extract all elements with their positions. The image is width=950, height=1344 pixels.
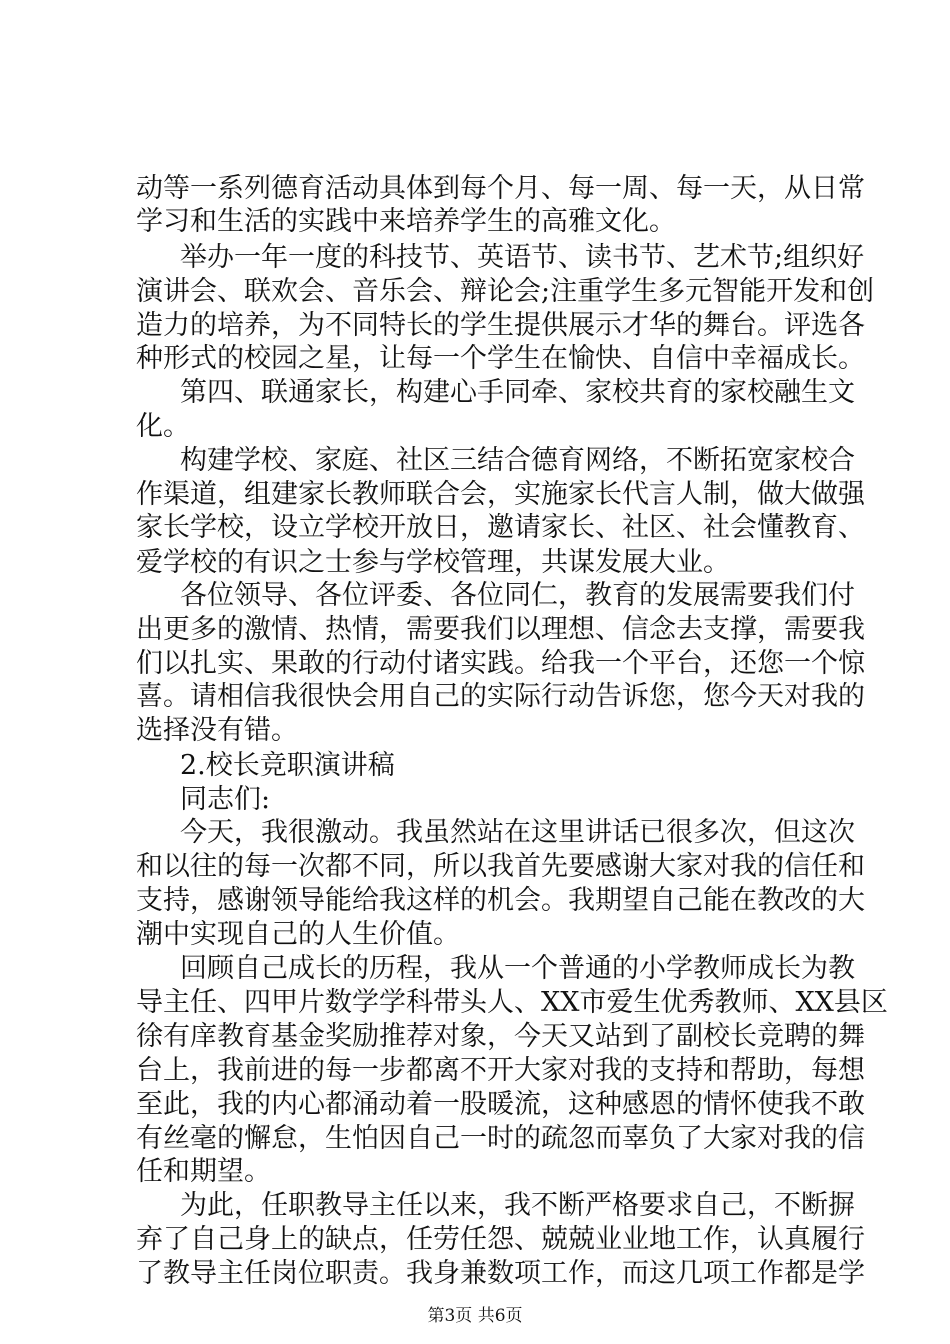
text-line: 构建学校、家庭、社区三结合德育网络，不断拓宽家校合 [180,445,855,476]
text-line: 台上，我前进的每一步都离不开大家对我的支持和帮助，每想 [136,1055,865,1086]
text-line: 潮中实现自己的人生价值。 [136,919,460,950]
text-line: 今天，我很激动。我虽然站在这里讲话已很多次，但这次 [180,817,855,848]
text-line: 出更多的激情、热情，需要我们以理想、信念去支撑，需要我 [136,614,865,645]
text-line: 任和期望。 [136,1156,271,1187]
text-line: 导主任、四甲片数学学科带头人、XX市爱生优秀教师、XX县区 [136,987,888,1018]
text-line: 演讲会、联欢会、音乐会、辩论会;注重学生多元智能开发和创 [136,276,875,307]
text-line: 回顾自己成长的历程，我从一个普通的小学教师成长为教 [180,953,855,984]
text-line: 第四、联通家长，构建心手同牵、家校共育的家校融生文 [180,377,855,408]
text-line: 为此，任职教导主任以来，我不断严格要求自己，不断摒 [180,1190,855,1221]
text-line: 学习和生活的实践中来培养学生的高雅文化。 [136,206,676,237]
text-line: 徐有庠教育基金奖励推荐对象，今天又站到了副校长竞聘的舞 [136,1021,865,1052]
text-line: 化。 [136,411,190,442]
text-line: 家长学校，设立学校开放日，邀请家长、社区、社会懂教育、 [136,512,865,543]
text-line: 各位领导、各位评委、各位同仁，教育的发展需要我们付 [180,580,855,611]
section-heading: 2.校长竞职演讲稿 [180,750,395,781]
text-line: 动等一系列德育活动具体到每个月、每一周、每一天，从日常 [136,173,865,204]
text-line: 喜。请相信我很快会用自己的实际行动告诉您，您今天对我的 [136,681,865,712]
text-line: 至此，我的内心都涌动着一股暖流，这种感恩的情怀使我不敢 [136,1089,865,1120]
text-line: 选择没有错。 [136,715,298,746]
text-line: 作渠道，组建家长教师联合会，实施家长代言人制，做大做强 [136,479,865,510]
text-line: 爱学校的有识之士参与学校管理，共谋发展大业。 [136,547,730,578]
text-line: 种形式的校园之星，让每一个学生在愉快、自信中幸福成长。 [136,343,865,374]
text-line: 有丝毫的懈怠，生怕因自己一时的疏忽而辜负了大家对我的信 [136,1123,865,1154]
text-line: 举办一年一度的科技节、英语节、读书节、艺术节;组织好 [180,242,865,273]
page-number-footer: 第3页 共6页 [427,1306,523,1326]
text-line: 了教导主任岗位职责。我身兼数项工作，而这几项工作都是学 [136,1258,865,1289]
text-line: 和以往的每一次都不同，所以我首先要感谢大家对我的信任和 [136,851,865,882]
text-line: 们以扎实、果敢的行动付诸实践。给我一个平台，还您一个惊 [136,648,865,679]
text-line: 造力的培养，为不同特长的学生提供展示才华的舞台。评选各 [136,310,865,341]
text-line: 支持，感谢领导能给我这样的机会。我期望自己能在教改的大 [136,885,865,916]
text-line: 弃了自己身上的缺点，任劳任怨、兢兢业业地工作，认真履行 [136,1224,865,1255]
salutation: 同志们: [180,784,271,815]
